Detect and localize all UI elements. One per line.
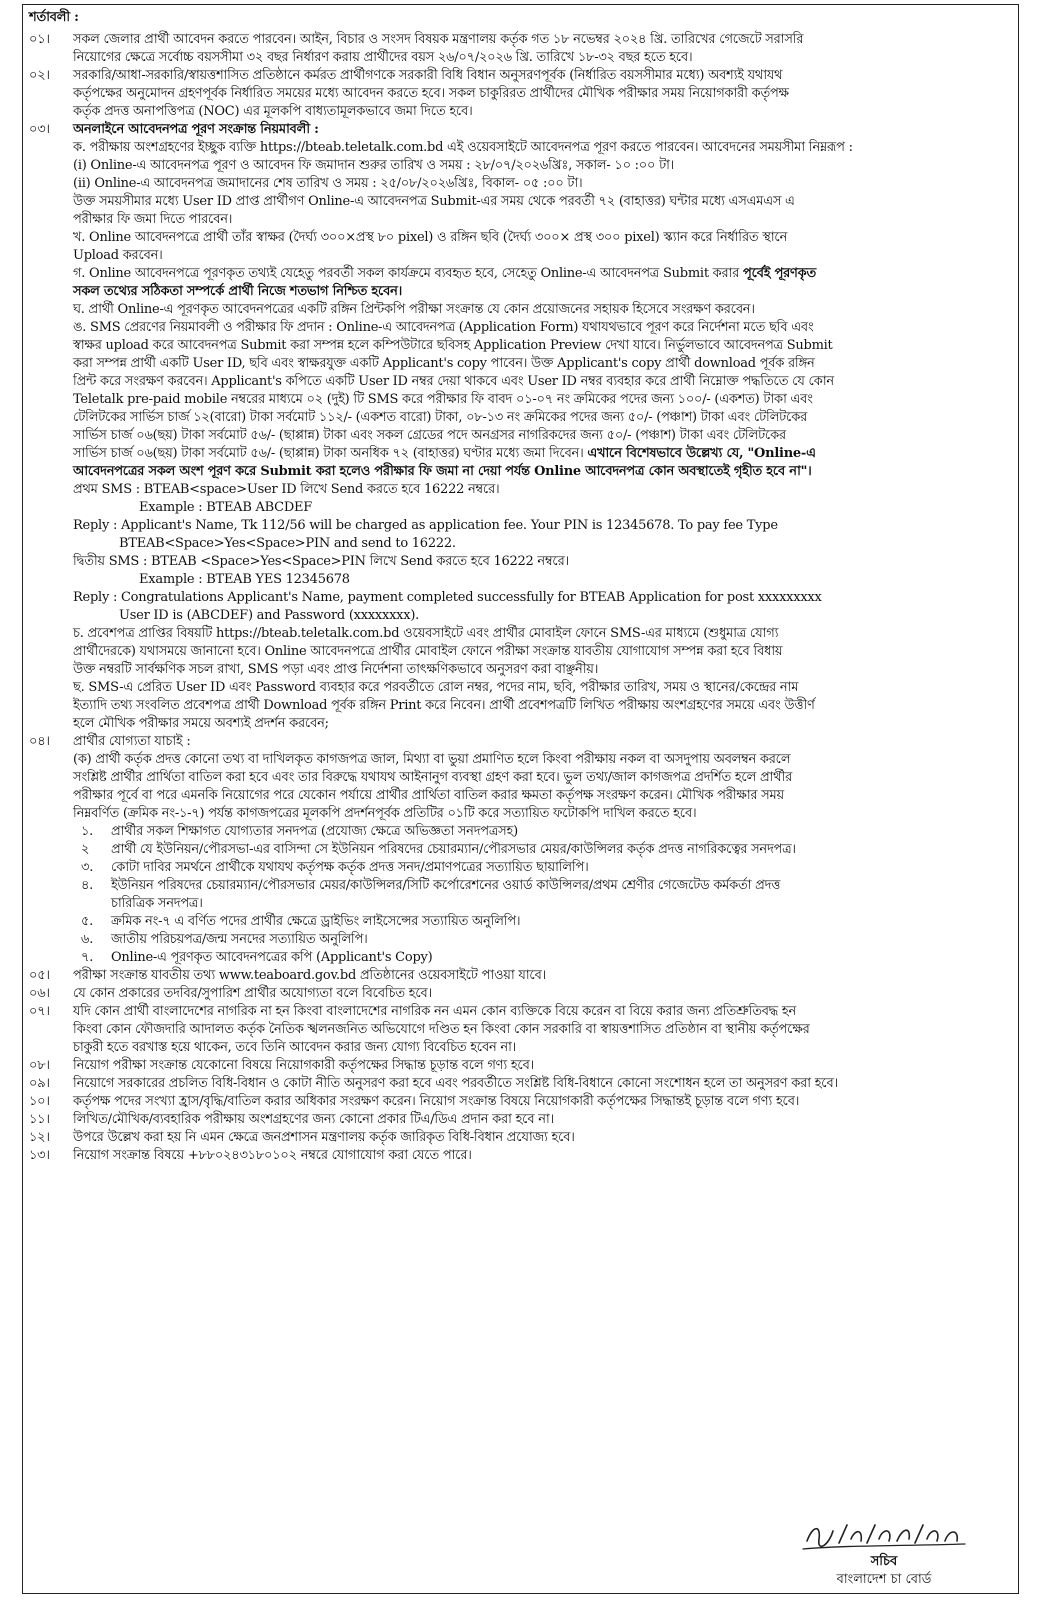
clause-body (73, 985, 1012, 1003)
clause-item (29, 1057, 1012, 1075)
document-item-number: ১. (81, 824, 94, 839)
clause-line: ইত্যাদি তথ্য সংবলিত প্রবেশপত্র প্রার্থী Download পূর্বক রঙ্গিন Print করে নিবেন। প্রার্থী প্রবেশপত্রটি লিখিত পরীক্ষায় অংশগ্রহণের সময়ে এবং উত্তীর্ণ (73, 698, 815, 713)
clause-line: কিংবা কোন ফৌজদারি আদালত কর্তৃক নৈতিক স্খলনজনিত অভিযোগে দণ্ডিত হন কিংবা কোন সরকারি বা স্বায়ত্তশাসিত প্রতিষ্ঠান বা স্থানীয় কর্তৃপক্ষের (73, 1022, 810, 1037)
clause-body (73, 31, 1012, 67)
clause-line: উক্ত সময়সীমার মধ্যে User ID প্রাপ্ত প্রার্থীগণ Online-এ আবেদনপত্র Submit-এর সময় থেকে পরবর্তী ৭২ (বাহাত্তর) ঘন্টার মধ্যে এসএমএস এ (73, 194, 795, 209)
clause-line: প্রার্থীদেরকে) যথাসময়ে জানানো হবে। Online আবেদনপত্রে প্রার্থীর মোবাইল ফোনে পরীক্ষা সংক্রান্ত যাবতীয় যোগাযোগ সম্পন্ন করা হবে বিধায় (73, 644, 783, 659)
clause-number: ০৪। (29, 734, 50, 749)
clause-number: ১১। (29, 1112, 50, 1127)
document-item-text (111, 859, 589, 877)
clause-number: ০৮। (29, 1058, 50, 1073)
clause-text: সার্ভিস চার্জ ০৬(ছয়) টাকা সর্বমোট ৫৬/- (ছাপ্পান্ন) টাকা অনধিক ৭২ (বাহাত্তর) ঘণ্টার মধ্যে জমা দিবেন। (73, 446, 588, 461)
emphasis-line: আবেদনপত্রের সকল অংশ পূরণ করে Submit করা হলেও পরীক্ষার ফি জমা না দেয়া পর্যন্ত Online আবেদনপত্র কোন অবস্থাতেই গৃহীত হবে না"। (73, 464, 812, 479)
clause-line: ছ. SMS-এ প্রেরিত User ID এবং Password ব্যবহার করে পরবর্তীতে রোল নম্বর, পদের নাম, ছবি, পরীক্ষার তারিখ, সময় ও স্থানের/কেন্দ্রের নাম (73, 680, 799, 695)
document-item-text (111, 913, 520, 931)
document-item-line: জাতীয় পরিচয়পত্র/জন্ম সনদের সত্যায়িত অনুলিপি। (111, 932, 368, 947)
clause-line: ক. পরীক্ষায় অংশগ্রহণের ইচ্ছুক ব্যক্তি https://bteab.teletalk.com.bd এই ওয়েবসাইটে আবেদনপত্র পূরণ করতে পারবেন। আবেদনের সময়সীমা নিম্নরূপ : (73, 140, 853, 155)
terms-content (29, 9, 1012, 1165)
sms-instruction-line: Reply : Applicant's Name, Tk 112/56 will be charged as application fee. Your PIN is 12345678. To pay fee Type (73, 518, 778, 533)
clause-line: কর্তৃপক্ষ পদের সংখ্যা হ্রাস/বৃদ্ধি/বাতিল করার অধিকার সংরক্ষণ করেন। নিয়োগ সংক্রান্ত বিষয়ে নিয়োগকারী কর্তৃপক্ষের সিদ্ধান্তই চূড়ান্ত বলে গণ্য হবে। (73, 1094, 800, 1109)
sms-instruction-line: Reply : Congratulations Applicant's Name, payment completed successfully for BTEAB Application for post xxxxxxxxx (73, 590, 822, 605)
document-item-line: Online-এ পূরণকৃত আবেদনপত্রের কপি (Applicant's Copy) (111, 950, 433, 965)
clause-title: অনলাইনে আবেদনপত্র পূরণ সংক্রান্ত নিয়মাবলী : (73, 122, 319, 137)
clause-number: ১২। (29, 1130, 50, 1145)
document-item-line: চারিত্রিক সনদপত্র। (111, 896, 203, 911)
document-item-number: ৫. (81, 914, 94, 929)
document-item-number: ৬. (81, 932, 94, 947)
clause-line: ঙ. SMS প্রেরণের নিয়মাবলী ও পরীক্ষার ফি প্রদান : Online-এ আবেদনপত্র (Application Form) যথাযথভাবে পূরণ করে নির্দেশনা মতে ছবি এবং (73, 320, 814, 335)
clause-body (73, 121, 1012, 733)
document-item-text (111, 931, 368, 949)
clause-number: ০১। (29, 32, 50, 47)
sms-instruction-line: User ID is (ABCDEF) and Password (xxxxxxxx). (119, 608, 420, 623)
clause-item (29, 1147, 1012, 1165)
clause-body (73, 1111, 1012, 1129)
clause-line: প্রিন্ট করে সংরক্ষণ করবেন। Applicant's কপিতে একটি User ID নম্বর দেয়া থাকবে এবং User ID নম্বর ব্যবহার করে প্রার্থী নিম্নোক্ত পদ্ধতিতে যে কোন (73, 374, 834, 389)
clause-line: চাকুরী হতে বরখাস্ত হয়ে থাকেন, তবে তিনি আবেদন করার জন্য যোগ্য বিবেচিত হবেন না। (73, 1040, 517, 1055)
clause-line: নিয়োগ পরীক্ষা সংক্রান্ত যেকোনো বিষয়ে নিয়োগকারী কর্তৃপক্ষের সিদ্ধান্ত চূড়ান্ত বলে গণ্য হবে। (73, 1058, 535, 1073)
clause-title: প্রার্থীর যোগ্যতা যাচাই : (73, 734, 191, 749)
clause-line: পরীক্ষা সংক্রান্ত যাবতীয় তথ্য www.teaboard.gov.bd প্রতিষ্ঠানের ওয়েবসাইটে পাওয়া যাবে। (73, 968, 546, 983)
clause-line: Upload করবেন। (73, 248, 163, 263)
emphasis-line: সকল তথ্যের সঠিকতা সম্পর্কে প্রার্থী নিজে শতভাগ নিশ্চিত হবেন। (73, 284, 403, 299)
clause-line: সকল জেলার প্রার্থী আবেদন করতে পারবেন। আইন, বিচার ও সংসদ বিষয়ক মন্ত্রণালয় কর্তৃক গত ১৮ নভেম্বর ২০২৪ খ্রি. তারিখের গেজেটে সরাসরি (73, 32, 804, 47)
clause-line: নিয়োগে সরকারের প্রচলিত বিধি-বিধান ও কোটা নীতি অনুসরণ করা হবে এবং পরবর্তীতে সংশ্লিষ্ট বিধি-বিধানে কোনো সংশোধন হলে তা অনুসরণ করা হবে। (73, 1076, 838, 1091)
clause-03 (29, 121, 1012, 733)
clause-line: কর্তৃক প্রদত্ত অনাপত্তিপত্র (NOC) এর মূলকপি বাধ্যতামূলকভাবে জমা দিতে হবে। (73, 104, 473, 119)
handwritten-signature-date (799, 1515, 969, 1553)
clause-line (73, 445, 1012, 463)
notice-border (22, 4, 1019, 1594)
clause-line: খ. Online আবেদনপত্রে প্রার্থী তাঁর স্বাক্ষর (দৈর্ঘ্য ৩০০×প্রস্থ ৮০ pixel) ও রঙ্গিন ছবি (দৈর্ঘ্য ৩০০× প্রস্থ ৩০০ pixel) স্ক্যান করে নির্ধারিত স্থানে (73, 230, 788, 245)
document-item-number: ৩. (81, 860, 94, 875)
document-item-line: ক্রমিক নং-৭ এ বর্ণিত পদের প্রার্থীর ক্ষেত্রে ড্রাইভিং লাইসেন্সের সত্যায়িত অনুলিপি। (111, 914, 521, 929)
clause-line: কর্তৃপক্ষের অনুমোদন গ্রহণপূর্বক নির্ধারিত সময়ের মধ্যে আবেদন করতে হবে। সকল চাকুরিরত প্রার্থীদের মৌখিক পরীক্ষার সময় নিয়োগকারী কর্তৃপক্ষ (73, 86, 789, 101)
document-item-line: কোটা দাবির সমর্থনে প্রার্থীকে যথাযথ কর্তৃপক্ষ কর্তৃক প্রদত্ত সনদ/প্রমাণপত্রের সত্যায়িত ছায়ালিপি। (111, 860, 589, 875)
clause-line: (i) Online-এ আবেদনপত্র পূরণ ও আবেদন ফি জমাদান শুরুর তারিখ ও সময় : ২৮/০৭/২০২৬খ্রিঃ, সকাল- ১০ :০০ টা। (73, 158, 675, 173)
clause-line: করা সম্পন্ন প্রার্থী একটি User ID, ছবি এবং স্বাক্ষরযুক্ত একটি Applicant's copy পাবেন। উক্ত Applicant's copy প্রার্থী download পূর্বক রঙ্গিন (73, 356, 815, 371)
terms-heading: শর্তাবলী : (29, 10, 79, 25)
clause-line: লিখিত/মৌখিক/ব্যবহারিক পরীক্ষায় অংশগ্রহণের জন্য কোনো প্রকার টিএ/ডিএ প্রদান করা হবে না। (73, 1112, 554, 1127)
clause-number: ০৫। (29, 968, 50, 983)
document-item (73, 877, 1012, 913)
document-item (73, 823, 1012, 841)
required-documents-list (73, 823, 1012, 967)
clause-item (29, 985, 1012, 1003)
clause-line: পরীক্ষার পূর্বে বা পরে এমনকি নিয়োগের পরে যেকোন পর্যায়ে প্রার্থীর প্রার্থিতা বাতিল করার ক্ষমতা কর্তৃপক্ষ সংরক্ষণ করেন। মৌখিক পরীক্ষার সময় (73, 788, 784, 803)
sms-instructions (73, 481, 1012, 625)
document-item (73, 949, 1012, 967)
clause-item (29, 1093, 1012, 1111)
document-item-line: প্রার্থী যে ইউনিয়ন/পৌরসভা-এর বাসিন্দা সে ইউনিয়ন পরিষদের চেয়ারম্যান/পৌরসভার মেয়র/কাউন্সিলর কর্তৃক প্রদত্ত নাগরিকত্বের সনদপত্র। (111, 842, 796, 857)
clause-body (73, 967, 1012, 985)
document-item-line: ইউনিয়ন পরিষদের চেয়ারম্যান/পৌরসভার মেয়র/কাউন্সিলর/সিটি কর্পোরেশনের ওয়ার্ড কাউন্সিলর/প্রথম শ্রেণীর গেজেটেড কর্মকর্তা প্রদত্ত (111, 878, 781, 893)
document-item (73, 913, 1012, 931)
clause-body (73, 1003, 1012, 1057)
document-item (73, 931, 1012, 949)
emphasis-text: পূর্বেই পূরণকৃত (743, 266, 817, 281)
clause-body (73, 1129, 1012, 1147)
document-item-text (111, 841, 796, 859)
clause-number: ১৩। (29, 1148, 50, 1163)
clause-line: সরকারি/আধা-সরকারি/স্বায়ত্তশাসিত প্রতিষ্ঠানে কর্মরত প্রার্থীগণকে সরকারী বিধি বিধান অনুসরণপূর্বক (নির্ধারিত বয়সসীমার মধ্যে) অবশ্যই যথাযথ (73, 68, 783, 83)
clause-01 (29, 31, 1012, 67)
clause-line: পরীক্ষার ফি জমা দিতে পারবেন। (73, 212, 233, 227)
sms-instruction-line: প্রথম SMS : BTEAB<space>User ID লিখে Send করতে হবে 16222 নম্বরে। (73, 482, 500, 497)
clause-line: নিম্নবর্ণিত (ক্রমিক নং-১-৭) পর্যন্ত কাগজপত্রের মূলকপি প্রদর্শনপূর্বক প্রতিটির ০১টি করে সত্যায়িত ফটোকপি দাখিল করতে হবে। (73, 806, 697, 821)
document-item (73, 841, 1012, 859)
clause-line: Teletalk pre-paid mobile নম্বরের মাধ্যমে ০২ (দুই) টি SMS করে পরীক্ষার ফি বাবদ ০১-০৭ নং ক্রমিকের পদের জন্য ১০০/- (একশত) টাকা এবং (73, 392, 813, 407)
clause-line: (ii) Online-এ আবেদনপত্র জমাদানের শেষ তারিখ ও সময় : ২৫/০৮/২০২৬খ্রিঃ, বিকাল- ০৫ :০০ টা। (73, 176, 583, 191)
signatory-organization: বাংলাদেশ চা বোর্ড (836, 1572, 932, 1587)
document-item-text (111, 949, 432, 967)
document-item (73, 859, 1012, 877)
clause-line: হলে মৌখিক পরীক্ষার সময়ে অবশ্যই প্রদর্শন করবেন; (73, 716, 329, 731)
clause-line: নিয়োগ সংক্রান্ত বিষয়ে +৮৮০২৪৩১৮০১০২ নম্বরে যোগাযোগ করা যেতে পারে। (73, 1148, 472, 1163)
clause-number: ০২। (29, 68, 50, 83)
later-clauses (29, 967, 1012, 1165)
clause-line: সংশ্লিষ্ট প্রার্থীর প্রার্থিতা বাতিল করা হবে এবং তার বিরুদ্ধে যথাযথ আইনানুগ ব্যবস্থা গ্রহণ করা হবে। ভুল তথ্য/জাল কাগজপত্র প্রদর্শিত হলে প্রার্থীর (73, 770, 792, 785)
document-item-line: প্রার্থীর সকল শিক্ষাগত যোগ্যতার সনদপত্র (প্রযোজ্য ক্ষেত্রে অভিজ্ঞতা সনদপত্রসহ) (111, 824, 518, 839)
clause-body (73, 1057, 1012, 1075)
clause-number: ০৭। (29, 1004, 50, 1019)
clause-number: ১০। (29, 1094, 50, 1109)
clause-body (73, 1075, 1012, 1093)
clause-line: টেলিটকের সার্ভিস চার্জ ১২(বারো) টাকা সর্বমোট ১১২/- (একশত বারো) টাকা, ০৮-১৩ নং ক্রমিকের পদের জন্য ৫০/- (পঞ্চাশ) টাকা এবং টেলিটকের (73, 410, 807, 425)
clause-line: ঘ. প্রার্থী Online-এ পূরণকৃত আবেদনপত্রের একটি রঙ্গিন প্রিন্টকপি পরীক্ষা সংক্রান্ত যে কোন প্রয়োজনের সহায়ক হিসেবে সংরক্ষণ করবেন। (73, 302, 755, 317)
sms-instruction-line: BTEAB<Space>Yes<Space>PIN and send to 16222. (119, 536, 456, 551)
document-item-number: ৭. (81, 950, 94, 965)
clause-line: চ. প্রবেশপত্র প্রাপ্তির বিষয়টি https://bteab.teletalk.com.bd ওয়েবসাইটে এবং প্রার্থীর মোবাইল ফোনে SMS-এর মাধ্যমে (শুধুমাত্র যোগ্য (73, 626, 779, 641)
clause-line: স্বাক্ষর upload করে আবেদনপত্র Submit করা সম্পন্ন হলে কম্পিউটারে ছবিসহ Application Preview দেখা যাবে। নির্ভুলভাবে আবেদনপত্র Submit (73, 338, 833, 353)
clause-line: সার্ভিস চার্জ ০৬(ছয়) টাকা সর্বমোট ৫৬/- (ছাপ্পান্ন) টাকা এবং সকল গ্রেডের পদে অনগ্রসর নাগরিকদের জন্য ৫০/- (পঞ্চাশ) টাকা এবং টেলিটকের (73, 428, 786, 443)
clause-item (29, 1111, 1012, 1129)
clause-number: ০৩। (29, 122, 50, 137)
clause-line: (ক) প্রার্থী কর্তৃক প্রদত্ত কোনো তথ্য বা দাখিলকৃত কাগজপত্র জাল, মিথ্যা বা ভুয়া প্রমাণিত হলে কিংবা পরীক্ষায় নকল বা অসদুপায় অবলম্বন করলে (73, 752, 791, 767)
clause-line: উক্ত নম্বরটি সার্বক্ষণিক সচল রাখা, SMS পড়া এবং প্রাপ্ত নির্দেশনা তাৎক্ষণিকভাবে অনুসরণ করা বাঞ্ছনীয়। (73, 662, 599, 677)
signatory-designation: সচিব (870, 1554, 898, 1569)
signature-block (799, 1515, 969, 1589)
clause-item (29, 1075, 1012, 1093)
clause-line: যে কোন প্রকারের তদবির/সুপারিশ প্রার্থীর অযোগ্যতা বলে বিবেচিত হবে। (73, 986, 432, 1001)
clause-line: যদি কোন প্রার্থী বাংলাদেশের নাগরিক না হন কিংবা বাংলাদেশের নাগরিক নন এমন কোন ব্যক্তিকে বিয়ে করেন বা বিয়ে করার জন্য প্রতিশ্রুতিবদ্ধ হন (73, 1004, 796, 1019)
clause-text: গ. Online আবেদনপত্রে পূরণকৃত তথ্যই যেহেতু পরবর্তী সকল কার্যক্রমে ব্যবহৃত হবে, সেহেতু Online-এ আবেদনপত্র Submit করার (73, 266, 743, 281)
clause-number: ০৯। (29, 1076, 50, 1091)
document-item-number: ২ (81, 842, 90, 857)
clause-line: নিয়োগের ক্ষেত্রে সর্বোচ্চ বয়সসীমা ৩২ বছর নির্ধারণ করায় প্রার্থীদের বয়স ২৬/০৭/২০২৬ খ্রি. তারিখে ১৮-৩২ বছর হতে হবে। (73, 50, 693, 65)
document-item-number: ৪. (81, 878, 94, 893)
clause-body (73, 1093, 1012, 1111)
clause-04 (29, 733, 1012, 967)
clause-number: ০৬। (29, 986, 50, 1001)
document-item-text (111, 823, 518, 841)
clause-item (29, 967, 1012, 985)
emphasis-text: এখানে বিশেষভাবে উল্লেখ্য যে, "Online-এ (587, 446, 816, 461)
clause-line: উপরে উল্লেখ করা হয় নি এমন ক্ষেত্রে জনপ্রশাসন মন্ত্রণালয় কর্তৃক জারিকৃত বিধি-বিধান প্রযোজ্য হবে। (73, 1130, 575, 1145)
clause-body (73, 67, 1012, 121)
clause-line (73, 265, 1012, 283)
clause-body (73, 1147, 1012, 1165)
clause-body (73, 733, 1012, 967)
clause-item (29, 1129, 1012, 1147)
clause-02 (29, 67, 1012, 121)
sms-instruction-line: Example : BTEAB YES 12345678 (139, 572, 350, 587)
sms-instruction-line: Example : BTEAB ABCDEF (139, 500, 313, 515)
document-item-text (111, 877, 780, 913)
sms-instruction-line: দ্বিতীয় SMS : BTEAB <Space>Yes<Space>PIN লিখে Send করতে হবে 16222 নম্বরে। (73, 554, 569, 569)
clause-item (29, 1003, 1012, 1057)
